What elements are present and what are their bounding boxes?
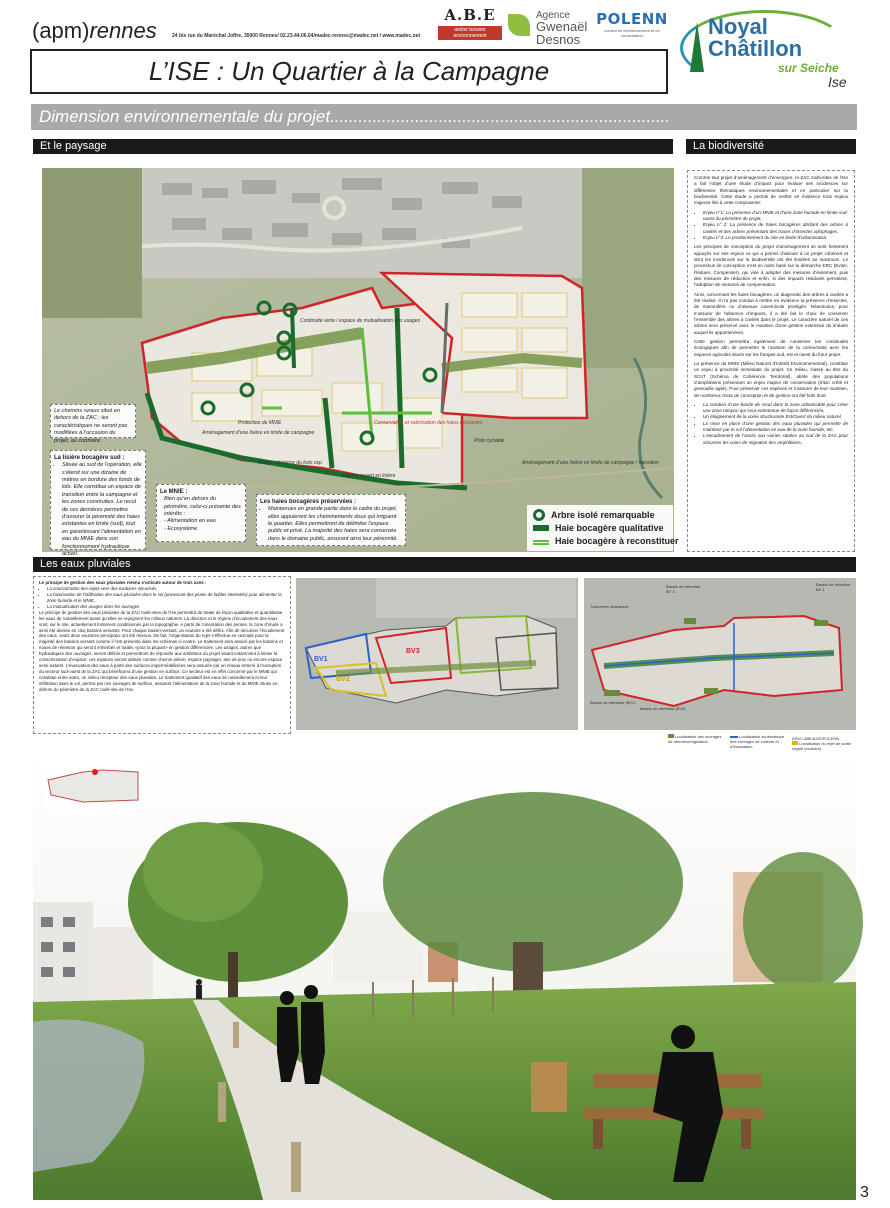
callout-haies-preservees: Les haies bocagères préservées : • Maintenues en grande partie dans le cadre du projet, elles appuieront les cheminements doux qui irriguent le quartier. Elles permettront de délimiter l’espace public et privé. La majorité des haies sera conservée dans le domaine public, assurant ainsi leur pérennité. bbox=[256, 494, 406, 546]
section-header-paysage: Et le paysage bbox=[33, 139, 673, 154]
ise-logo: Ise bbox=[828, 74, 847, 90]
label-amenagement-transition: Aménagement d’une lisière en limite de campagne / transition bbox=[522, 460, 659, 466]
agency-address: 24 bis rue du Maréchal Joffre, 35000 Rennes/ 02.23.44.06.04/madec-rennes@madec.net / www.madec.net bbox=[172, 33, 421, 39]
label-marge-recul: Marge / distance du bois cep bbox=[258, 460, 322, 466]
hedge-line-icon bbox=[533, 525, 549, 531]
bv1-label: BV1 bbox=[314, 656, 328, 663]
section-header-eaux: Les eaux pluviales bbox=[33, 557, 856, 572]
callout-chemins-ruraux: Le chemins ruraux situé en dehors de la ZAC ; les caractéristiques ne seront pas modifiées à l’occasion du projet, au contraire. bbox=[50, 404, 136, 438]
map3-legend: Localisation des ouvrages de rétention/régulation Localisation schématique des ouvrages de collecte et d’évacuation APM / ABE/AGD/POLENN Localisation du rejet de sortie régulé (exutoire) bbox=[668, 734, 852, 751]
section-header-biodiversite: La biodiversité bbox=[686, 139, 856, 154]
label-bassin-sw: Bassin de rétention (BV1) bbox=[590, 700, 636, 705]
agency-brand: (apm)rennes bbox=[32, 18, 157, 43]
label-espace-ouvert: Espace ouvert en lisière bbox=[342, 473, 396, 479]
key-plan-minimap bbox=[43, 760, 143, 810]
label-bassin-nord: Bassin de rétention BV 3 bbox=[666, 584, 701, 594]
retention-basins-map bbox=[584, 578, 856, 730]
label-continuite: Continuité verte / espace de mutualisation des usages bbox=[300, 318, 421, 324]
basin-swatch-icon bbox=[668, 734, 674, 738]
network-line-icon bbox=[730, 736, 738, 738]
polenn-logo: POLENN conseil en environnement et en concertation bbox=[596, 10, 668, 38]
callout-mnie: Le MNIE : Bien qu’en dehors du périmètre, celui-ci présente des intérêts : - Alimentation en eau - Ecosystème bbox=[156, 484, 246, 542]
noyal-chatillon-logo: Noyal Châtillon sur Seiche bbox=[678, 6, 854, 98]
label-bassin-s: Bassin de rétention (BV3) bbox=[640, 706, 686, 711]
abe-logo: A.B.E atelier bouvier environnement bbox=[438, 6, 502, 44]
dimension-heading: Dimension environnementale du projet........................................................................ bbox=[31, 104, 857, 130]
landscape-plan-map bbox=[42, 168, 674, 558]
page-number: 3 bbox=[860, 1184, 869, 1201]
leaf-icon bbox=[508, 14, 530, 36]
hedge-rebuild-line-icon bbox=[533, 540, 549, 542]
callout-lisiere-sud: La lisière bocagère sud : • Située au sud de l’opération, elle s’étend sur une dizaine de mètres en bordure des fonds de lots. Elle constitue un espace de transition entre la campagne et les zones construites. Le recul de ces dernières permettra d’assurer la pérennité des haies existantes en limite (sud), tout en garantissant l’alimentation en eau du MNIE dans son fonctionnement hydraulique actuel. bbox=[50, 450, 146, 550]
bv2-label: BV2 bbox=[336, 676, 350, 683]
map-legend: Arbre isolé remarquable Haie bocagère qualitative Haie bocagère à reconstituer bbox=[527, 505, 673, 551]
bv3-label: BV3 bbox=[406, 648, 420, 655]
label-bassin-ne: Bassin de rétention BV 1 bbox=[816, 582, 851, 592]
label-amenagement-lisiere: Aménagement d’une lisière en limite de campagne bbox=[202, 430, 315, 436]
outlet-swatch-icon bbox=[792, 741, 798, 745]
tree-circle-icon bbox=[533, 509, 545, 521]
stormwater-text: Le principe de gestion des eaux pluviales retenu s’articule autour de trois axes : • La concentration des rejets vers des exutoires sécurisés, • La favorisation de l’infiltration des eaux pluviales dans le sol (provenant des pluies de faibles intensités) pour alimenter la zone humide et le MNIE, • La mutualisation des usages dans les ouvrages Le principe de gestion des eaux pluviales de la ZAC multi-sites de l’Ise permettra de traiter de façon qualitative et quantitative les eaux de ruissellement avant qu’elles ne rejoignent les milieux naturels. La direction et le régime d’écoulement des eaux sont, sur le site, actuellement fortement conditionnés par la topographie. A partir de l’orientation des pentes, la zone d’étude a ainsi été divisée en cinq bassins versants. Pour chaque bassin-versant, un exutoire a été défini. Afin de sécuriser l’écoulement des eaux, seuls deux exutoires principaux ont été retenus. De fait, l’organisation du rejet s’effectue en cascade pour la majorité des bassins versant comme il l’est présenté dans les schémas ci-contre. Le traitement sera assuré par les bassins et noues de rétention qui seront enherbés et traités «pour la plupart» en gestion différenciée. Les usages, autres que hydrauliques des ouvrages, seront définis et permettront de répondre aux ambitions du projet visant notamment à limiter la consommation d’espace: ces espaces seront utilisés comme chemin piéton, espace paysager, aire de jeux ou encore espace semi-naturel. L’évacuation des eaux à partir des surfaces imperméabilisées sera assurée par un réseau enterré à l’exception du secteur sud-ouest de la ZAC qui bénéficiera d’une gestion en surface. Ce secteur est en effet concerné par le MNIE qui constitue entre autre, un milieu récepteur des eaux pluviales. Le traitement qualitatif des eaux de ruissellement et leur infiltration dans le sol, permis par ces ouvrages de surface, assurent l’alimentation de la zone humide et du MNIE situés en dehors du périmètre de la ZAC multi-site de l’Ise. bbox=[33, 576, 291, 734]
perspective-rendering bbox=[33, 752, 856, 1200]
biodiversity-text: Comme tout projet d’aménagement d’envergure, la ZAC multi-sites de l’Ise a fait l’objet d’une étude d’impact pour évaluer ses incidences sur différentes thématiques environnementales et en particulier sur la biodiversité. Cette étude a permis de mettre en évidence trois enjeux majeurs liés à cette composante: • Enjeu n°1: La présence d’un MNIE et d’une zone humide en limite sud-ouest du périmètre de projet, • Enjeu n° 2: La présence de haies bocagères abritant des arbres à cavités et des arbres présentant des traces d’insectes xylophages, • Enjeu n°3: Le positionnement du site en limite d’urbanisation. Les principes de conception du projet d’aménagement se sont fortement appuyés sur ses enjeux ce qui a permis d’aboutir à un projet cohérent et dont les incidences sur la biodiversité ont été limitées au maximum. Le processus de conception s’est en outre basé sur la démarche ERC (Eviter, Réduire, Compenser), qui vise à adopter des mesures d’évitement, puis des mesures de réduction et enfin, si des impacts résiduels persistent, l’adoption de mesures de compensation. Ainsi, concernant les haies bocagères, un diagnostic des arbres à cavités a été réalisé. Il n’a pas conduit à mettre en évidence la présence d’insectes, de mammifère ou d’oiseaux cavernicole protégés. Néanmoins, pour s’assurer de l’absence d’impacts, il a été fait le choix de conserver l’ensemble des arbres à cavités dans le projet. Le caractère naturel de ces arbres sera préservé avec le maintien d’une gestion extensive du linéaire auquel ils appartiennent. Cette gestion permettra également de conserver les continuités écologiques afin de permettre le maintien de la connectivité avec les espaces agricoles situés sur les franges sud, est et ouest du futur projet. La présence du MNIE (Milieu Naturel d’Intérêt Environnemental), constitue un enjeu à proximité immédiate du projet. Ce milieu, classé au titre du SCoT (Schéma de Cohérence Territorial), abrite des populations d’amphibiens présentant un enjeu majeur de conservation (triton crêté et grenouille agile). Pour préserver ces espèces et s’assurer de leur maintien, de nombreux choix de conception et de gestion ont été faits dont: • La création d’une bande de recul dans la zone urbanisable pour créer une zone tampon qui sera entretenue de façon différenciée, • Un éloignement de la voirie structurante Est/Ouest du milieu naturel, • La mise en place d’une gestion des eaux pluviales qui permette de maintenir par le sol l’alimentation en eau de la zone humide, etc. • L’encadrement de l’accès aux voiries situées au sud de la ZAC pour sécuriser les voies de migration des amphibiens. bbox=[687, 170, 855, 552]
page-title: L’ISE : Un Quartier à la Campagne bbox=[30, 49, 668, 94]
agence-gwenael-desnos-logo: Agence Gwenaël Desnos bbox=[508, 8, 590, 44]
label-conservation: Conservation et valorisation des haies existantes bbox=[374, 420, 483, 426]
label-protection-mnie: Protection du MNIE bbox=[238, 420, 282, 426]
label-tranchee: Tranchées drainantes bbox=[590, 604, 629, 609]
label-piste-cyclable: Piste cyclable bbox=[474, 438, 505, 444]
watershed-map bbox=[296, 578, 578, 730]
